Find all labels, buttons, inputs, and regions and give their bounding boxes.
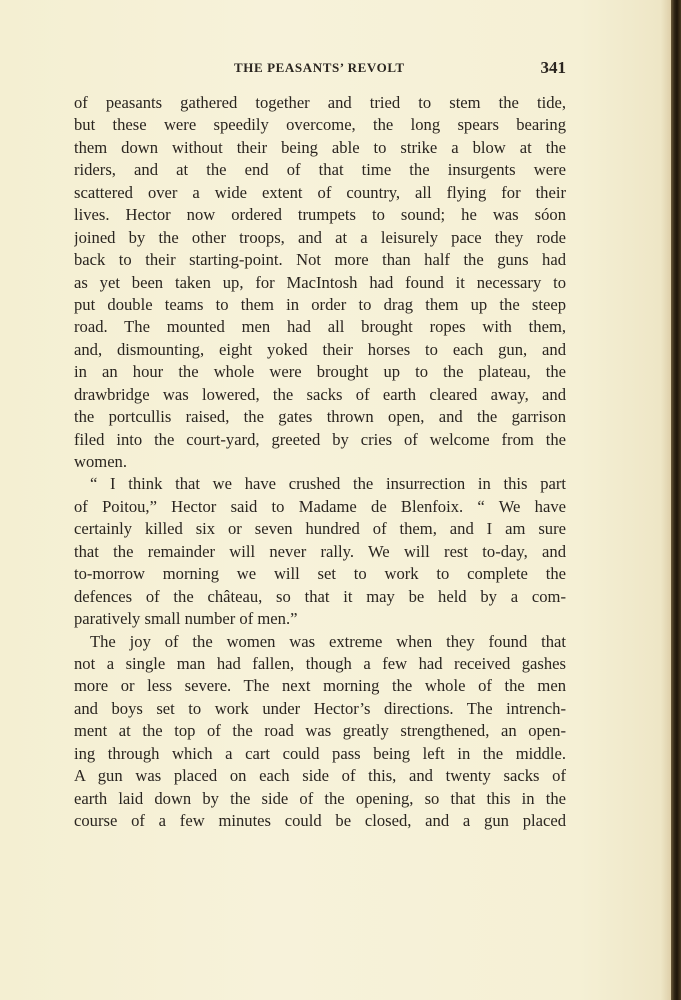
page-number: 341 bbox=[540, 58, 566, 77]
text-line: paratively small number of men.” bbox=[74, 609, 298, 629]
book-spine-edge bbox=[671, 0, 681, 1000]
text-line: certainly killed six or seven hundred of them, and I am sure bbox=[74, 519, 566, 539]
text-line: to-morrow morning we will set to work to complete the bbox=[74, 564, 566, 584]
text-line: earth laid down by the side of the opening, so that this in the bbox=[74, 788, 566, 808]
text-line: more or less severe. The next morning the whole of the men bbox=[74, 676, 566, 696]
text-line: of Poitou,” Hector said to Madame de Blenfoix. “ We have bbox=[74, 496, 566, 516]
page-header bbox=[74, 58, 566, 80]
text-line: joined by the other troops, and at a leisurely pace they rode bbox=[74, 227, 566, 247]
text-line: not a single man had fallen, though a few had received gashes bbox=[74, 653, 566, 673]
text-line: course of a few minutes could be closed, and a gun placed bbox=[74, 811, 566, 830]
text-line: the portcullis raised, the gates thrown open, and the garrison bbox=[74, 407, 566, 427]
text-line: defences of the château, so that it may be held by a com- bbox=[74, 586, 566, 606]
text-line: but these were speedily overcome, the long spears bearing bbox=[74, 115, 566, 135]
text-line: that the remainder will never rally. We will rest to-day, and bbox=[74, 541, 566, 561]
text-line: scattered over a wide extent of country, all flying for their bbox=[74, 182, 566, 202]
text-line: women. bbox=[74, 452, 127, 471]
text-line: riders, and at the end of that time the insurgents were bbox=[74, 160, 566, 180]
text-line: drawbridge was lowered, the sacks of earth cleared away, and bbox=[74, 384, 566, 404]
text-line: as yet been taken up, for MacIntosh had found it necessary to bbox=[74, 272, 566, 292]
text-line: of peasants gathered together and tried to stem the tide, bbox=[74, 93, 566, 112]
text-line: “ I think that we have crushed the insurrection in this part bbox=[90, 474, 566, 494]
text-line: A gun was placed on each side of this, and twenty sacks of bbox=[74, 766, 566, 786]
text-line: lives. Hector now ordered trumpets to sound; he was sóon bbox=[74, 205, 566, 225]
text-line: filed into the court-yard, greeted by cries of welcome from the bbox=[74, 429, 566, 449]
body-text bbox=[74, 92, 566, 832]
text-line: in an hour the whole were brought up to the plateau, the bbox=[74, 362, 566, 382]
text-line: back to their starting-point. Not more than half the guns had bbox=[74, 250, 566, 270]
text-line: The joy of the women was extreme when they found that bbox=[90, 631, 566, 651]
text-line: them down without their being able to strike a blow at the bbox=[74, 137, 566, 157]
text-line: road. The mounted men had all brought ropes with them, bbox=[74, 317, 566, 337]
running-head: THE PEASANTS’ REVOLT bbox=[234, 60, 405, 75]
text-line: and boys set to work under Hector’s directions. The intrench- bbox=[74, 698, 566, 718]
text-line: ment at the top of the road was greatly strengthened, an open- bbox=[74, 721, 566, 741]
text-line: ing through which a cart could pass being left in the middle. bbox=[74, 743, 566, 763]
text-line: and, dismounting, eight yoked their horses to each gun, and bbox=[74, 339, 566, 359]
text-line: put double teams to them in order to drag them up the steep bbox=[74, 294, 566, 314]
